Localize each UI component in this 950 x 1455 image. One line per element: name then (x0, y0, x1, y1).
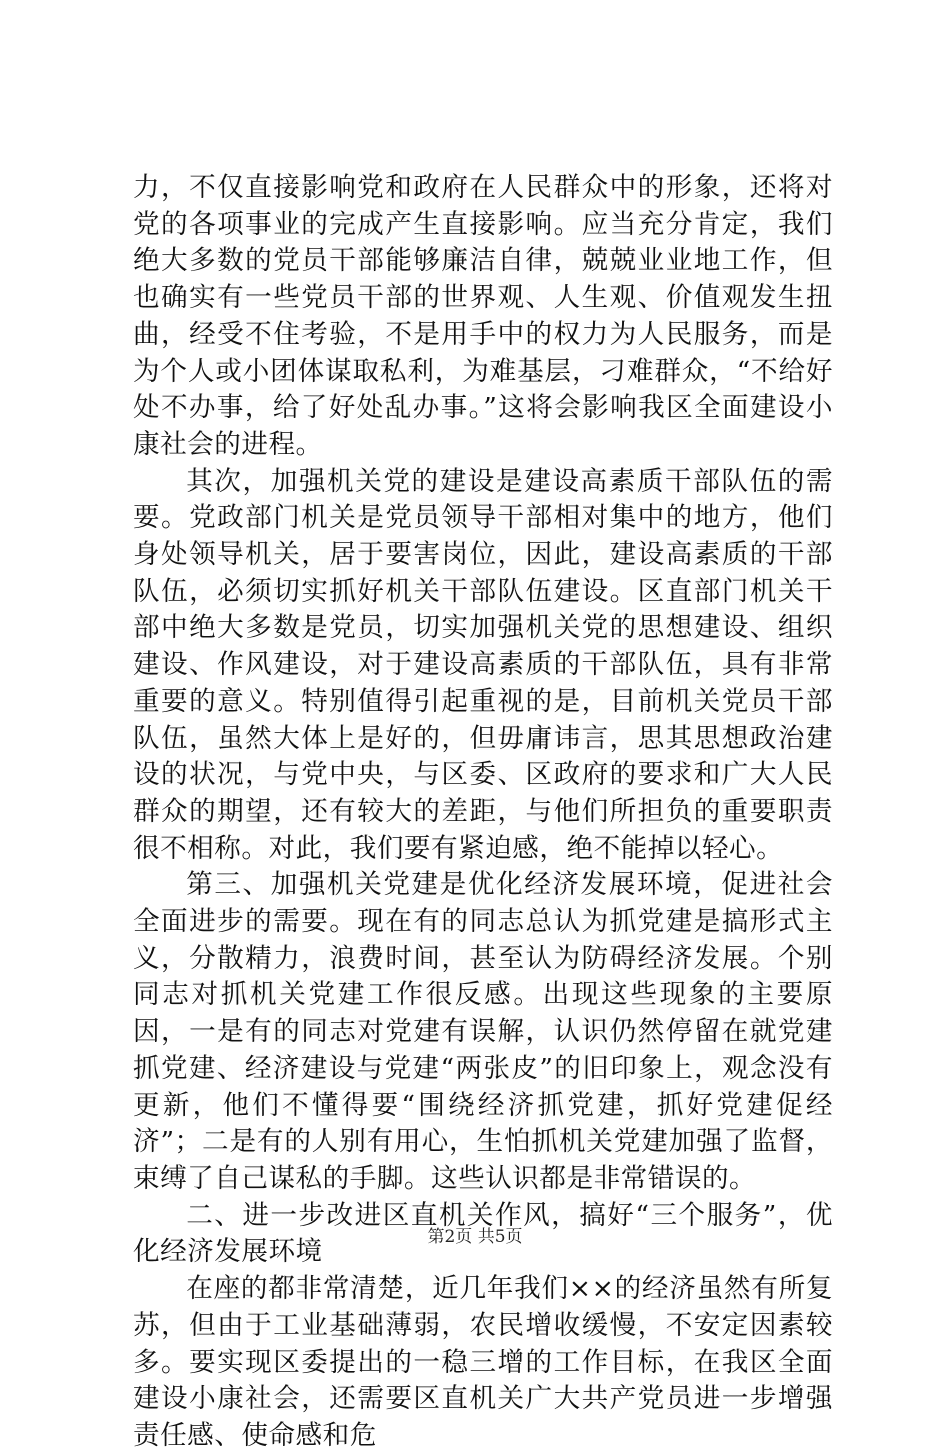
paragraph-secondly: 其次，加强机关党的建设是建设高素质干部队伍的需要。党政部门机关是党员领导干部相对集中的地方，他们身处领导机关，居于要害岗位，因此，建设高素质的干部队伍，必须切实抓好机关干部队伍建设。区直部门机关干部中绝大多数是党员，切实加强机关党的思想建设、组织建设、作风建设，对于建设高素质的干部队伍，具有非常重要的意义。特别值得引起重视的是，目前机关党员干部队伍，虽然大体上是好的，但毋庸讳言，思其思想政治建设的状况，与党中央，与区委、区政府的要求和广大人民群众的期望，还有较大的差距，与他们所担负的重要职责很不相称。对此，我们要有紧迫感，绝不能掉以轻心。 (133, 465, 833, 864)
paragraph-section-2-intro: 在座的都非常清楚，近几年我们××的经济虽然有所复苏，但由于工业基础薄弱，农民增收缓慢，不安定因素较多。要实现区委提出的一稳三增的工作目标，在我区全面建设小康社会，还需要区直机关广大共产党员进一步增强责任感、使命感和危 (133, 1273, 833, 1451)
paragraph-continuation: 力，不仅直接影响党和政府在人民群众中的形象，还将对党的各项事业的完成产生直接影响。应当充分肯定，我们绝大多数的党员干部能够廉洁自律，兢兢业业地工作，但也确实有一些党员干部的世界观、人生观、价值观发生扭曲，经受不住考验，不是用手中的权力为人民服务，而是为个人或小团体谋取私利，为难基层，刁难群众，“不给好处不办事，给了好处乱办事。”这将会影响我区全面建设小康社会的进程。 (133, 172, 833, 460)
page-number-footer: 第2页 共5页 (427, 1227, 523, 1247)
document-body (133, 170, 833, 1455)
paragraph-thirdly: 第三、加强机关党建是优化经济发展环境，促进社会全面进步的需要。现在有的同志总认为抓党建是搞形式主义，分散精力，浪费时间，甚至认为防碍经济发展。个别同志对抓机关党建工作很反感。出现这些现象的主要原因，一是有的同志对党建有误解，认识仍然停留在就党建抓党建、经济建设与党建“两张皮”的旧印象上，观念没有更新，他们不懂得要“围绕经济抓党建，抓好党建促经济”；二是有的人别有用心，生怕抓机关党建加强了监督，束缚了自己谋私的手脚。这些认识都是非常错误的。 (133, 869, 833, 1194)
section-heading-2: 二、进一步改进区直机关作风，搞好“三个服务”，优化经济发展环境 (133, 1199, 833, 1268)
